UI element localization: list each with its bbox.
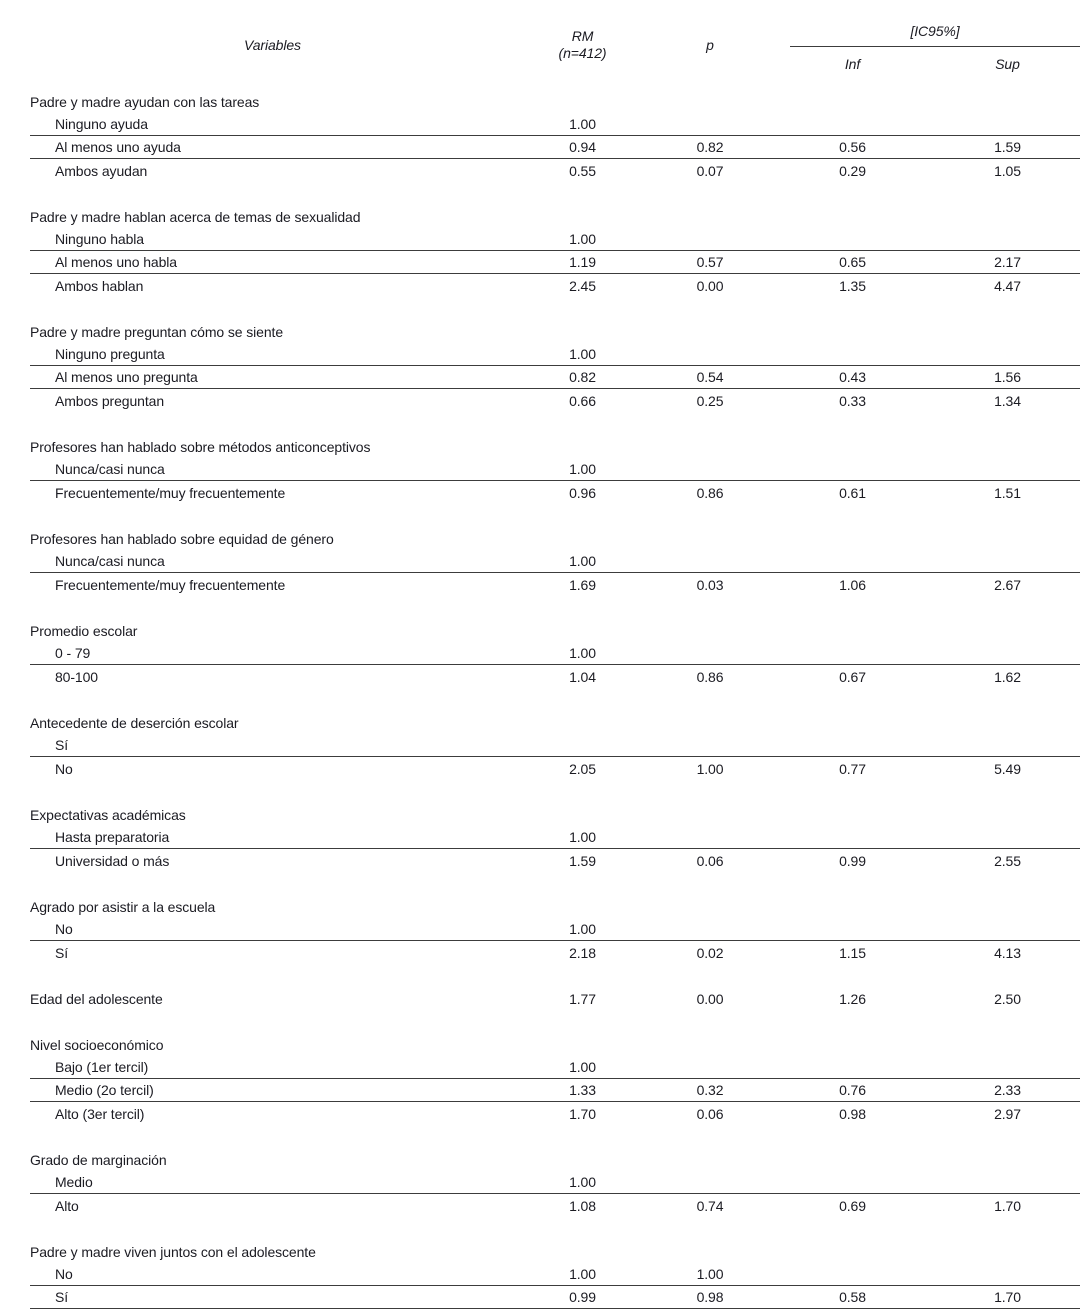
cell-p: 0.54: [696, 369, 724, 385]
cell-p: 0.00: [696, 277, 724, 294]
cell-inf: 0.98: [839, 1105, 866, 1122]
cell-sup: 2.97: [994, 1105, 1021, 1122]
cell-rm: 1.00: [569, 1174, 596, 1190]
cell-inf: 0.76: [839, 1082, 866, 1098]
cell-rm: 0.66: [569, 392, 596, 409]
table-row: [30, 1056, 1080, 1079]
cell-sup: 1.70: [994, 1197, 1021, 1214]
col-header-sup: Sup: [995, 56, 1020, 72]
cell-inf: 0.61: [839, 484, 866, 501]
cell-sup: 2.17: [994, 254, 1021, 270]
variable-group: [30, 803, 1080, 872]
row-label: No: [55, 921, 73, 937]
cell-inf: 1.15: [839, 944, 866, 961]
cell-p: 0.02: [696, 944, 724, 961]
cell-rm: 1.00: [569, 921, 596, 937]
table-row: [30, 1171, 1080, 1194]
row-label: Ninguno ayuda: [55, 116, 148, 132]
cell-p: 0.06: [696, 1105, 724, 1122]
group-header-row: [30, 320, 1080, 343]
cell-rm: 1.00: [569, 645, 596, 661]
cell-inf: 0.67: [839, 668, 866, 685]
cell-rm: 1.69: [569, 576, 596, 593]
group-header-row: [30, 1033, 1080, 1056]
cell-rm: 1.00: [569, 1059, 596, 1075]
col-header-rm-n: (n=412): [558, 45, 607, 61]
group-label: Agrado por asistir a la escuela: [30, 898, 216, 915]
row-label: 0 - 79: [55, 645, 91, 661]
group-label: Padre y madre preguntan cómo se siente: [30, 323, 284, 340]
group-header-row: [30, 895, 1080, 918]
cell-sup: 4.13: [994, 944, 1021, 961]
table-row: [30, 136, 1080, 159]
table-row: [30, 228, 1080, 251]
cell-rm: 2.45: [569, 277, 596, 294]
variable-group: [30, 895, 1080, 964]
row-label: Al menos uno pregunta: [55, 369, 198, 385]
variable-group: [30, 987, 1080, 1010]
row-label: Sí: [55, 944, 69, 961]
cell-sup: 1.34: [994, 392, 1021, 409]
group-label: Profesores han hablado sobre equidad de género: [30, 530, 334, 547]
cell-sup: 5.49: [994, 760, 1021, 777]
group-header-row: [30, 987, 1080, 1010]
cell-rm: 1.00: [569, 346, 596, 362]
table-header: [30, 0, 1080, 90]
cell-inf: 0.77: [839, 760, 866, 777]
table-row: [30, 550, 1080, 573]
table-row: [30, 366, 1080, 389]
table-row: [30, 251, 1080, 274]
cell-p: 0.03: [696, 576, 724, 593]
table-row: [30, 113, 1080, 136]
variable-group: [30, 435, 1080, 504]
cell-inf: 1.06: [839, 576, 866, 593]
group-label: Profesores han hablado sobre métodos anticonceptivos: [30, 438, 371, 455]
row-label: Alto (3er tercil): [55, 1105, 145, 1122]
group-header-row: [30, 435, 1080, 458]
row-label: Ambos ayudan: [55, 162, 148, 179]
table-row: [30, 458, 1080, 481]
cell-rm: 1.00: [569, 1266, 596, 1282]
row-label: Hasta preparatoria: [55, 829, 170, 845]
cell-inf: 0.56: [839, 139, 866, 155]
table-row: [30, 343, 1080, 366]
col-header-inf: Inf: [844, 56, 861, 72]
row-label: Universidad o más: [55, 852, 170, 869]
cell-inf: 0.69: [839, 1197, 866, 1214]
variable-group: [30, 320, 1080, 412]
cell-rm: 1.33: [569, 1082, 596, 1098]
regression-table: [30, 0, 1080, 1309]
group-label: Promedio escolar: [30, 622, 138, 639]
group-label: Edad del adolescente: [30, 990, 163, 1007]
row-label: Medio: [55, 1174, 93, 1190]
cell-sup: 1.56: [994, 369, 1021, 385]
cell-p: 0.98: [696, 1289, 724, 1305]
cell-rm: 1.04: [569, 668, 596, 685]
variable-group: [30, 1148, 1080, 1217]
group-header-row: [30, 205, 1080, 228]
cell-p: 0.57: [696, 254, 724, 270]
row-label: Sí: [55, 737, 69, 753]
cell-sup: 2.55: [994, 852, 1021, 869]
cell-p: 0.32: [696, 1082, 724, 1098]
row-label: Nunca/casi nunca: [55, 461, 165, 477]
row-label: Ambos hablan: [55, 277, 144, 294]
variable-group: [30, 1033, 1080, 1125]
cell-rm: 1.77: [569, 990, 596, 1007]
table-row: [30, 849, 1080, 872]
table-row: [30, 1102, 1080, 1125]
cell-sup: 1.51: [994, 484, 1021, 501]
row-label: No: [55, 1266, 73, 1282]
cell-p: 0.82: [696, 139, 724, 155]
cell-inf: 0.33: [839, 392, 866, 409]
table-row: [30, 918, 1080, 941]
row-label: Sí: [55, 1289, 69, 1305]
table-row: [30, 1194, 1080, 1217]
row-label: Nunca/casi nunca: [55, 553, 165, 569]
row-label: Frecuentemente/muy frecuentemente: [55, 576, 286, 593]
cell-rm: 0.94: [569, 139, 596, 155]
cell-inf: 0.29: [839, 162, 866, 179]
table-row: [30, 573, 1080, 596]
col-header-ic95: [IC95%]: [790, 0, 1080, 47]
group-header-row: [30, 803, 1080, 826]
cell-p: 0.06: [696, 852, 724, 869]
variable-group: [30, 90, 1080, 182]
row-label: 80-100: [55, 668, 98, 685]
cell-p: 0.25: [696, 392, 724, 409]
cell-p: 0.74: [696, 1197, 724, 1214]
table-row: [30, 481, 1080, 504]
variable-group: [30, 527, 1080, 596]
cell-sup: 1.70: [994, 1289, 1021, 1305]
cell-inf: 0.99: [839, 852, 866, 869]
table-row: [30, 1079, 1080, 1102]
table-row: [30, 826, 1080, 849]
cell-p: 0.07: [696, 162, 724, 179]
row-label: Frecuentemente/muy frecuentemente: [55, 484, 286, 501]
cell-rm: 1.00: [569, 231, 596, 247]
row-label: Al menos uno habla: [55, 254, 177, 270]
cell-sup: 1.05: [994, 162, 1021, 179]
cell-rm: 1.00: [569, 461, 596, 477]
cell-rm: 1.00: [569, 829, 596, 845]
col-header-p: p: [706, 37, 714, 53]
cell-rm: 1.70: [569, 1105, 596, 1122]
cell-rm: 0.96: [569, 484, 596, 501]
row-label: Ninguno pregunta: [55, 346, 165, 362]
group-label: Nivel socioeconómico: [30, 1036, 164, 1053]
cell-rm: 0.82: [569, 369, 596, 385]
cell-rm: 1.00: [569, 116, 596, 132]
group-header-row: [30, 619, 1080, 642]
group-header-row: [30, 90, 1080, 113]
row-label: Al menos uno ayuda: [55, 139, 181, 155]
cell-inf: 0.43: [839, 369, 866, 385]
group-label: Padre y madre ayudan con las tareas: [30, 93, 260, 110]
cell-p: 0.00: [696, 990, 724, 1007]
row-label: Bajo (1er tercil): [55, 1059, 149, 1075]
group-header-row: [30, 711, 1080, 734]
cell-sup: 1.59: [994, 139, 1021, 155]
cell-inf: 1.26: [839, 990, 866, 1007]
table-body: [30, 90, 1080, 1309]
variable-group: [30, 205, 1080, 297]
group-header-row: [30, 527, 1080, 550]
cell-p: 1.00: [696, 1266, 724, 1282]
cell-rm: 1.08: [569, 1197, 596, 1214]
cell-inf: 0.58: [839, 1289, 866, 1305]
cell-sup: 4.47: [994, 277, 1021, 294]
row-label: Medio (2o tercil): [55, 1082, 154, 1098]
group-label: Grado de marginación: [30, 1151, 167, 1168]
table-row: [30, 1263, 1080, 1286]
cell-rm: 1.59: [569, 852, 596, 869]
variable-group: [30, 1240, 1080, 1309]
row-label: Ambos preguntan: [55, 392, 165, 409]
cell-rm: 0.55: [569, 162, 596, 179]
table-row: [30, 734, 1080, 757]
table-row: [30, 389, 1080, 412]
table-row: [30, 274, 1080, 297]
col-header-rm: [515, 0, 650, 90]
row-label: No: [55, 760, 73, 777]
cell-sup: 2.50: [994, 990, 1021, 1007]
row-label: Ninguno habla: [55, 231, 144, 247]
cell-rm: 1.00: [569, 553, 596, 569]
cell-sup: 1.62: [994, 668, 1021, 685]
variable-group: [30, 619, 1080, 688]
cell-sup: 2.33: [994, 1082, 1021, 1098]
group-header-row: [30, 1148, 1080, 1171]
group-label: Padre y madre viven juntos con el adolescente: [30, 1243, 316, 1260]
table-row: [30, 941, 1080, 964]
cell-p: 0.86: [696, 668, 724, 685]
cell-sup: 2.67: [994, 576, 1021, 593]
col-header-variables: Variables: [244, 37, 301, 53]
cell-rm: 2.18: [569, 944, 596, 961]
table-row: [30, 1286, 1080, 1309]
table-row: [30, 159, 1080, 182]
group-label: Padre y madre hablan acerca de temas de sexualidad: [30, 208, 361, 225]
cell-rm: 1.19: [569, 254, 596, 270]
cell-rm: 0.99: [569, 1289, 596, 1305]
group-label: Expectativas académicas: [30, 806, 186, 823]
cell-p: 1.00: [696, 760, 724, 777]
row-label: Alto: [55, 1197, 79, 1214]
group-header-row: [30, 1240, 1080, 1263]
table-row: [30, 642, 1080, 665]
cell-inf: 1.35: [839, 277, 866, 294]
variable-group: [30, 711, 1080, 780]
cell-inf: 0.65: [839, 254, 866, 270]
table-row: [30, 757, 1080, 780]
cell-rm: 2.05: [569, 760, 596, 777]
col-header-rm-label: RM: [571, 28, 594, 44]
group-label: Antecedente de deserción escolar: [30, 714, 239, 731]
table-row: [30, 665, 1080, 688]
cell-p: 0.86: [696, 484, 724, 501]
